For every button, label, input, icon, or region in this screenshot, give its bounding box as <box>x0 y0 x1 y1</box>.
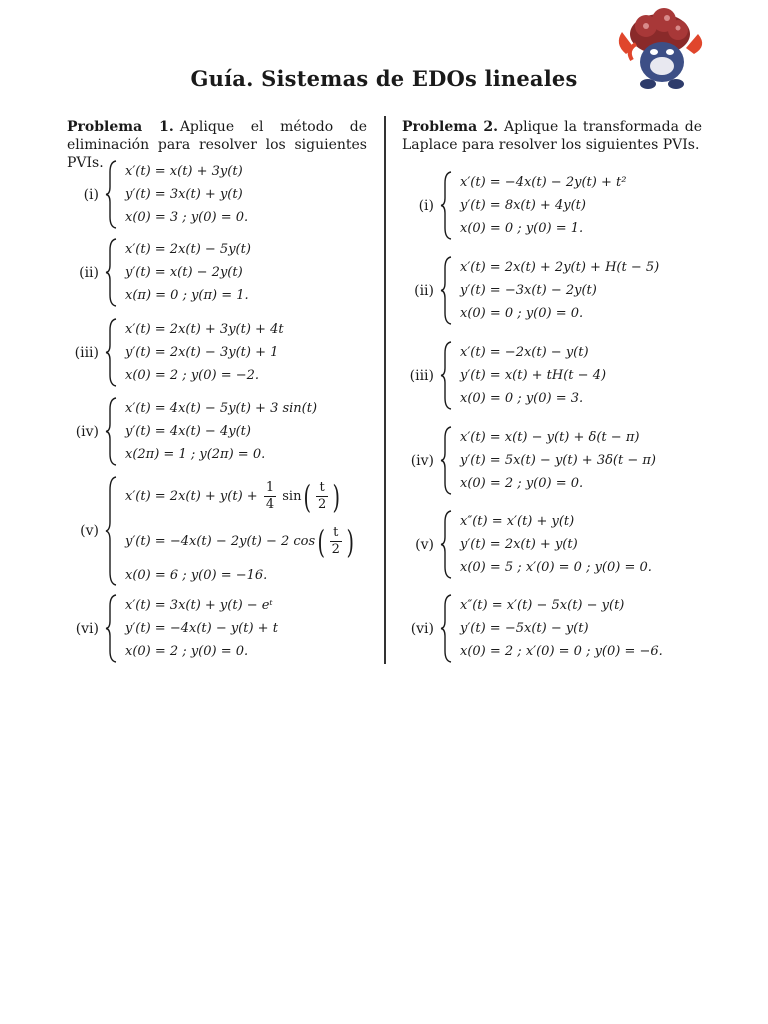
system-label: (i) <box>83 186 99 203</box>
left-brace-icon <box>105 397 119 466</box>
right-paren-icon: ) <box>332 477 341 516</box>
left-brace-icon <box>440 171 454 240</box>
equation: x′(t) = x(t) + 3y(t) <box>125 164 243 179</box>
left-brace-icon <box>105 594 119 663</box>
left-brace-icon <box>440 510 454 579</box>
equation: x″(t) = x′(t) − 5x(t) − y(t) <box>460 598 625 613</box>
p1-system-i <box>67 160 248 229</box>
system-label: (iii) <box>409 367 434 384</box>
equation: x′(t) = 2x(t) − 5y(t) <box>125 242 251 257</box>
left-paren-icon: ( <box>303 477 312 516</box>
equation: x(0) = 0 ; y(0) = 1. <box>460 221 584 236</box>
left-brace-icon <box>440 256 454 325</box>
p1-system-iv <box>67 397 317 466</box>
equation: x′(t) = 2x(t) + 3y(t) + 4t <box>125 322 284 337</box>
equation: y′(t) = 8x(t) + 4y(t) <box>460 198 586 213</box>
sin-function: sin <box>282 489 302 504</box>
p1-system-v <box>67 474 356 587</box>
equation: x(0) = 0 ; y(0) = 0. <box>460 306 584 321</box>
fraction-denominator: 2 <box>317 497 327 512</box>
problem-1-text: Aplique el método de eliminación para resolver los siguientes PVIs. <box>67 119 367 171</box>
equation: y′(t) = −5x(t) − y(t) <box>460 621 589 636</box>
equation: x(0) = 0 ; y(0) = 3. <box>460 391 584 406</box>
system-label: (v) <box>80 522 99 539</box>
equation: y′(t) = −3x(t) − 2y(t) <box>460 283 597 298</box>
equation: y′(t) = 5x(t) − y(t) + 3δ(t − π) <box>460 453 656 468</box>
equation <box>125 474 356 519</box>
equation: x(π) = 0 ; y(π) = 1. <box>125 288 249 303</box>
system-label: (vi) <box>410 620 434 637</box>
problem-2-text: Aplique la transformada de Laplace para resolver los siguientes PVIs. <box>402 119 703 153</box>
left-brace-icon <box>105 238 119 307</box>
equation: x(0) = 5 ; x′(0) = 0 ; y(0) = 0. <box>460 560 652 575</box>
fraction-numerator: t <box>316 480 328 497</box>
system-label: (v) <box>415 536 434 553</box>
page-title: Guía. Sistemas de EDOs lineales <box>190 66 578 91</box>
system-label: (iv) <box>410 452 434 469</box>
problem-2-heading: Problema 2. <box>402 119 499 135</box>
equation: x(2π) = 1 ; y(2π) = 0. <box>125 447 266 462</box>
equation: x(0) = 2 ; y(0) = −2. <box>125 368 260 383</box>
p1-system-ii <box>67 238 251 307</box>
system-label: (ii) <box>79 264 99 281</box>
fraction <box>316 480 328 513</box>
equation-part: y′(t) = −4x(t) − 2y(t) − 2 cos <box>125 534 316 549</box>
equation: y′(t) = x(t) + tH(t − 4) <box>460 368 607 383</box>
fraction <box>330 525 342 558</box>
left-brace-icon <box>105 318 119 387</box>
equation: x(0) = 2 ; x′(0) = 0 ; y(0) = −6. <box>460 644 663 659</box>
p1-system-iii <box>67 318 284 387</box>
problem-2 <box>402 118 702 154</box>
problem-2-statement <box>402 118 702 154</box>
equation: x(0) = 6 ; y(0) = −16. <box>125 568 268 583</box>
equation: y′(t) = 4x(t) − 4y(t) <box>125 424 251 439</box>
left-brace-icon <box>105 476 119 586</box>
equation: x(0) = 2 ; y(0) = 0. <box>125 644 249 659</box>
left-brace-icon <box>440 594 454 663</box>
equation: x′(t) = −4x(t) − 2y(t) + t² <box>460 175 627 190</box>
left-brace-icon <box>105 160 119 229</box>
p2-system-ii <box>402 256 659 325</box>
p2-system-i <box>402 171 626 240</box>
p2-system-iii <box>402 341 606 410</box>
p2-system-vi <box>402 594 663 663</box>
fraction-numerator: 1 <box>265 480 275 495</box>
equation: x′(t) = x(t) − y(t) + δ(t − π) <box>460 430 640 445</box>
fraction-numerator: t <box>330 525 342 542</box>
fraction-denominator: 2 <box>331 542 340 557</box>
left-paren-icon: ( <box>317 522 326 561</box>
equation: x(0) = 2 ; y(0) = 0. <box>460 476 584 491</box>
column-divider <box>384 116 386 664</box>
system-label: (iv) <box>75 423 99 440</box>
equation: x″(t) = x′(t) + y(t) <box>460 514 575 529</box>
equation: x(0) = 3 ; y(0) = 0. <box>125 210 249 225</box>
fraction <box>264 480 276 513</box>
equation: x′(t) = 3x(t) + y(t) − eᵗ <box>125 598 273 613</box>
equation: y′(t) = x(t) − 2y(t) <box>125 265 243 280</box>
equation <box>125 519 356 564</box>
equation: x′(t) = −2x(t) − y(t) <box>460 345 589 360</box>
p1-system-vi <box>67 594 278 663</box>
fraction-denominator: 4 <box>265 497 275 512</box>
equation-part: x′(t) = 2x(t) + y(t) + <box>125 489 258 504</box>
system-label: (ii) <box>414 282 434 299</box>
p2-system-iv <box>402 426 656 495</box>
equation: y′(t) = −4x(t) − y(t) + t <box>125 621 278 636</box>
p2-system-v <box>402 510 652 579</box>
system-label: (vi) <box>75 620 99 637</box>
equation: y′(t) = 3x(t) + y(t) <box>125 187 243 202</box>
left-brace-icon <box>440 341 454 410</box>
system-label: (i) <box>418 197 434 214</box>
equation: y′(t) = 2x(t) + y(t) <box>460 537 578 552</box>
left-brace-icon <box>440 426 454 495</box>
equation: y′(t) = 2x(t) − 3y(t) + 1 <box>125 345 279 360</box>
equation: x′(t) = 4x(t) − 5y(t) + 3 sin(t) <box>125 401 318 416</box>
equation: x′(t) = 2x(t) + 2y(t) + H(t − 5) <box>460 260 660 275</box>
right-paren-icon: ) <box>346 522 354 561</box>
problem-1-heading: Problema 1. <box>67 119 174 135</box>
system-label: (iii) <box>74 344 99 361</box>
